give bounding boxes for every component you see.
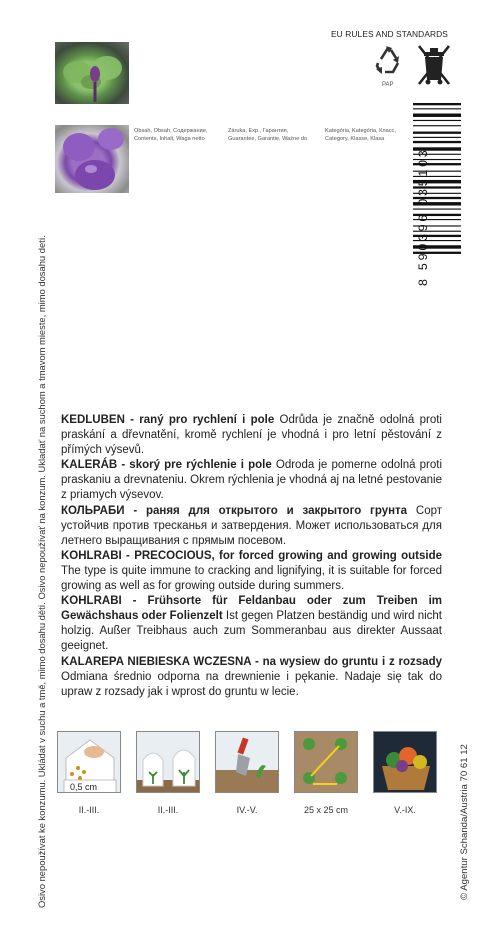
icon-cell-greenhouse bbox=[136, 731, 204, 815]
description-german bbox=[61, 594, 442, 654]
pap-label: PAP bbox=[382, 82, 394, 88]
description-title: KALERÁB - skorý pre rýchlenie i pole bbox=[61, 459, 272, 472]
icon-cell-sowing bbox=[57, 731, 125, 815]
harvest-period-label: V.-IX. bbox=[394, 805, 416, 815]
sowing-period-label: II.-III. bbox=[78, 805, 100, 815]
barcode-digits: 8 590396 035103 bbox=[416, 147, 430, 286]
description-body: The type is quite immune to cracking and lignifying, it is suitable for forced growing as well as for growing outside during summers. bbox=[61, 564, 442, 593]
icon-cell-planting bbox=[215, 731, 283, 815]
description-body: Сорт устойчив против тресканья и затвердения. Может использоваться для летнего выращивания с прямым посевом. bbox=[61, 504, 442, 547]
icon-cell-harvest bbox=[373, 731, 441, 815]
greenhouse-cloche-icon bbox=[136, 731, 200, 793]
description-body: Odroda je pomerne odolná proti praskaniu a drevnateniu. Okrem rýchlenia je vhodná aj na letné pestovanie z priamych výsevov. bbox=[61, 459, 443, 502]
sowing-depth-icon bbox=[57, 731, 121, 793]
description-polish bbox=[61, 655, 442, 700]
description-title: KALAREPA NIEBIESKA WCZESNA - na wysiew do gruntu i z rozsady bbox=[61, 655, 442, 668]
description-body: Ist gegen Platzen beständig und wird nicht holzig. Außer Treibhaus auch zum Sommeranbau aus direkter Aussaat geeignet. bbox=[61, 610, 442, 653]
variety-descriptions bbox=[61, 413, 442, 700]
greenhouse-period-label: II.-III. bbox=[157, 805, 179, 815]
description-title: KOHLRABI - PRECOCIOUS, for forced growing and growing outside bbox=[61, 549, 442, 562]
storage-instructions-vertical: Osivo nepoužívat ke konzumu. Ukládat v suchu a tmě, mimo dosahu dětí. Osivo nepoužívať na konzum. Ukladať na suchom a tmavom mieste, mimo dosahu detí. bbox=[36, 235, 47, 908]
legend-line: Záruka, Exp., Гарантия, bbox=[228, 128, 289, 134]
description-title: KEDLUBEN - raný pro rychlení i pole bbox=[61, 414, 275, 426]
description-body: Odmiana średnio odporna na drewnienie i pękanie. Nadaje się tak do upraw z rozsady jak i wprost do gruntu w lecie. bbox=[61, 670, 442, 698]
packet-legend-category bbox=[325, 127, 396, 143]
legend-line: Obsah, Obsah, Содержание, bbox=[134, 128, 208, 134]
legend-line: Category, Klasse, Klasa bbox=[325, 136, 385, 142]
legend-line: Contents, Inhalt, Waga netto bbox=[134, 136, 205, 142]
packet-legend-contents bbox=[134, 127, 207, 143]
description-czech bbox=[61, 413, 442, 458]
legend-line: Guarantee, Garantie, Ważne do bbox=[228, 136, 308, 142]
planting-period-label: IV.-V. bbox=[236, 805, 258, 815]
spacing-label: 25 x 25 cm bbox=[303, 805, 349, 815]
icon-cell-spacing bbox=[294, 731, 362, 815]
description-slovak bbox=[61, 458, 442, 503]
description-english bbox=[61, 549, 442, 594]
crossed-bin-icon bbox=[415, 42, 453, 88]
copyright-vertical: © Agentur Schanda/Austria 70 61 12 bbox=[459, 744, 470, 900]
sowing-depth-label: 0,5 cm bbox=[70, 782, 98, 792]
cultivation-icons-row bbox=[57, 731, 452, 816]
trowel-planting-icon bbox=[215, 731, 279, 793]
plant-spacing-icon bbox=[294, 731, 358, 793]
recycle-icon bbox=[372, 44, 404, 76]
description-body: Odrůda je značně odolná proti praskání a dřevnatění, kromě rychlení je vhodná i pro letní pěstování z přímých výsevů. bbox=[61, 414, 442, 457]
description-title: КОЛЬРАБИ - раняя для открытого и закрытого грунта bbox=[61, 504, 408, 517]
purple-kohlrabi-photo bbox=[55, 125, 129, 193]
description-title: KOHLRABI - Frühsorte für Feldanbau oder zum Treiben im Gewächshaus oder Folienzelt bbox=[61, 595, 442, 623]
kohlrabi-plant-photo bbox=[55, 42, 129, 104]
packet-legend-guarantee bbox=[228, 127, 307, 143]
harvest-basket-icon bbox=[373, 731, 437, 793]
eu-rules-title: EU RULES AND STANDARDS bbox=[331, 29, 448, 39]
legend-line: Kategória, Kategória, Класс, bbox=[325, 128, 396, 134]
description-russian bbox=[61, 504, 442, 549]
